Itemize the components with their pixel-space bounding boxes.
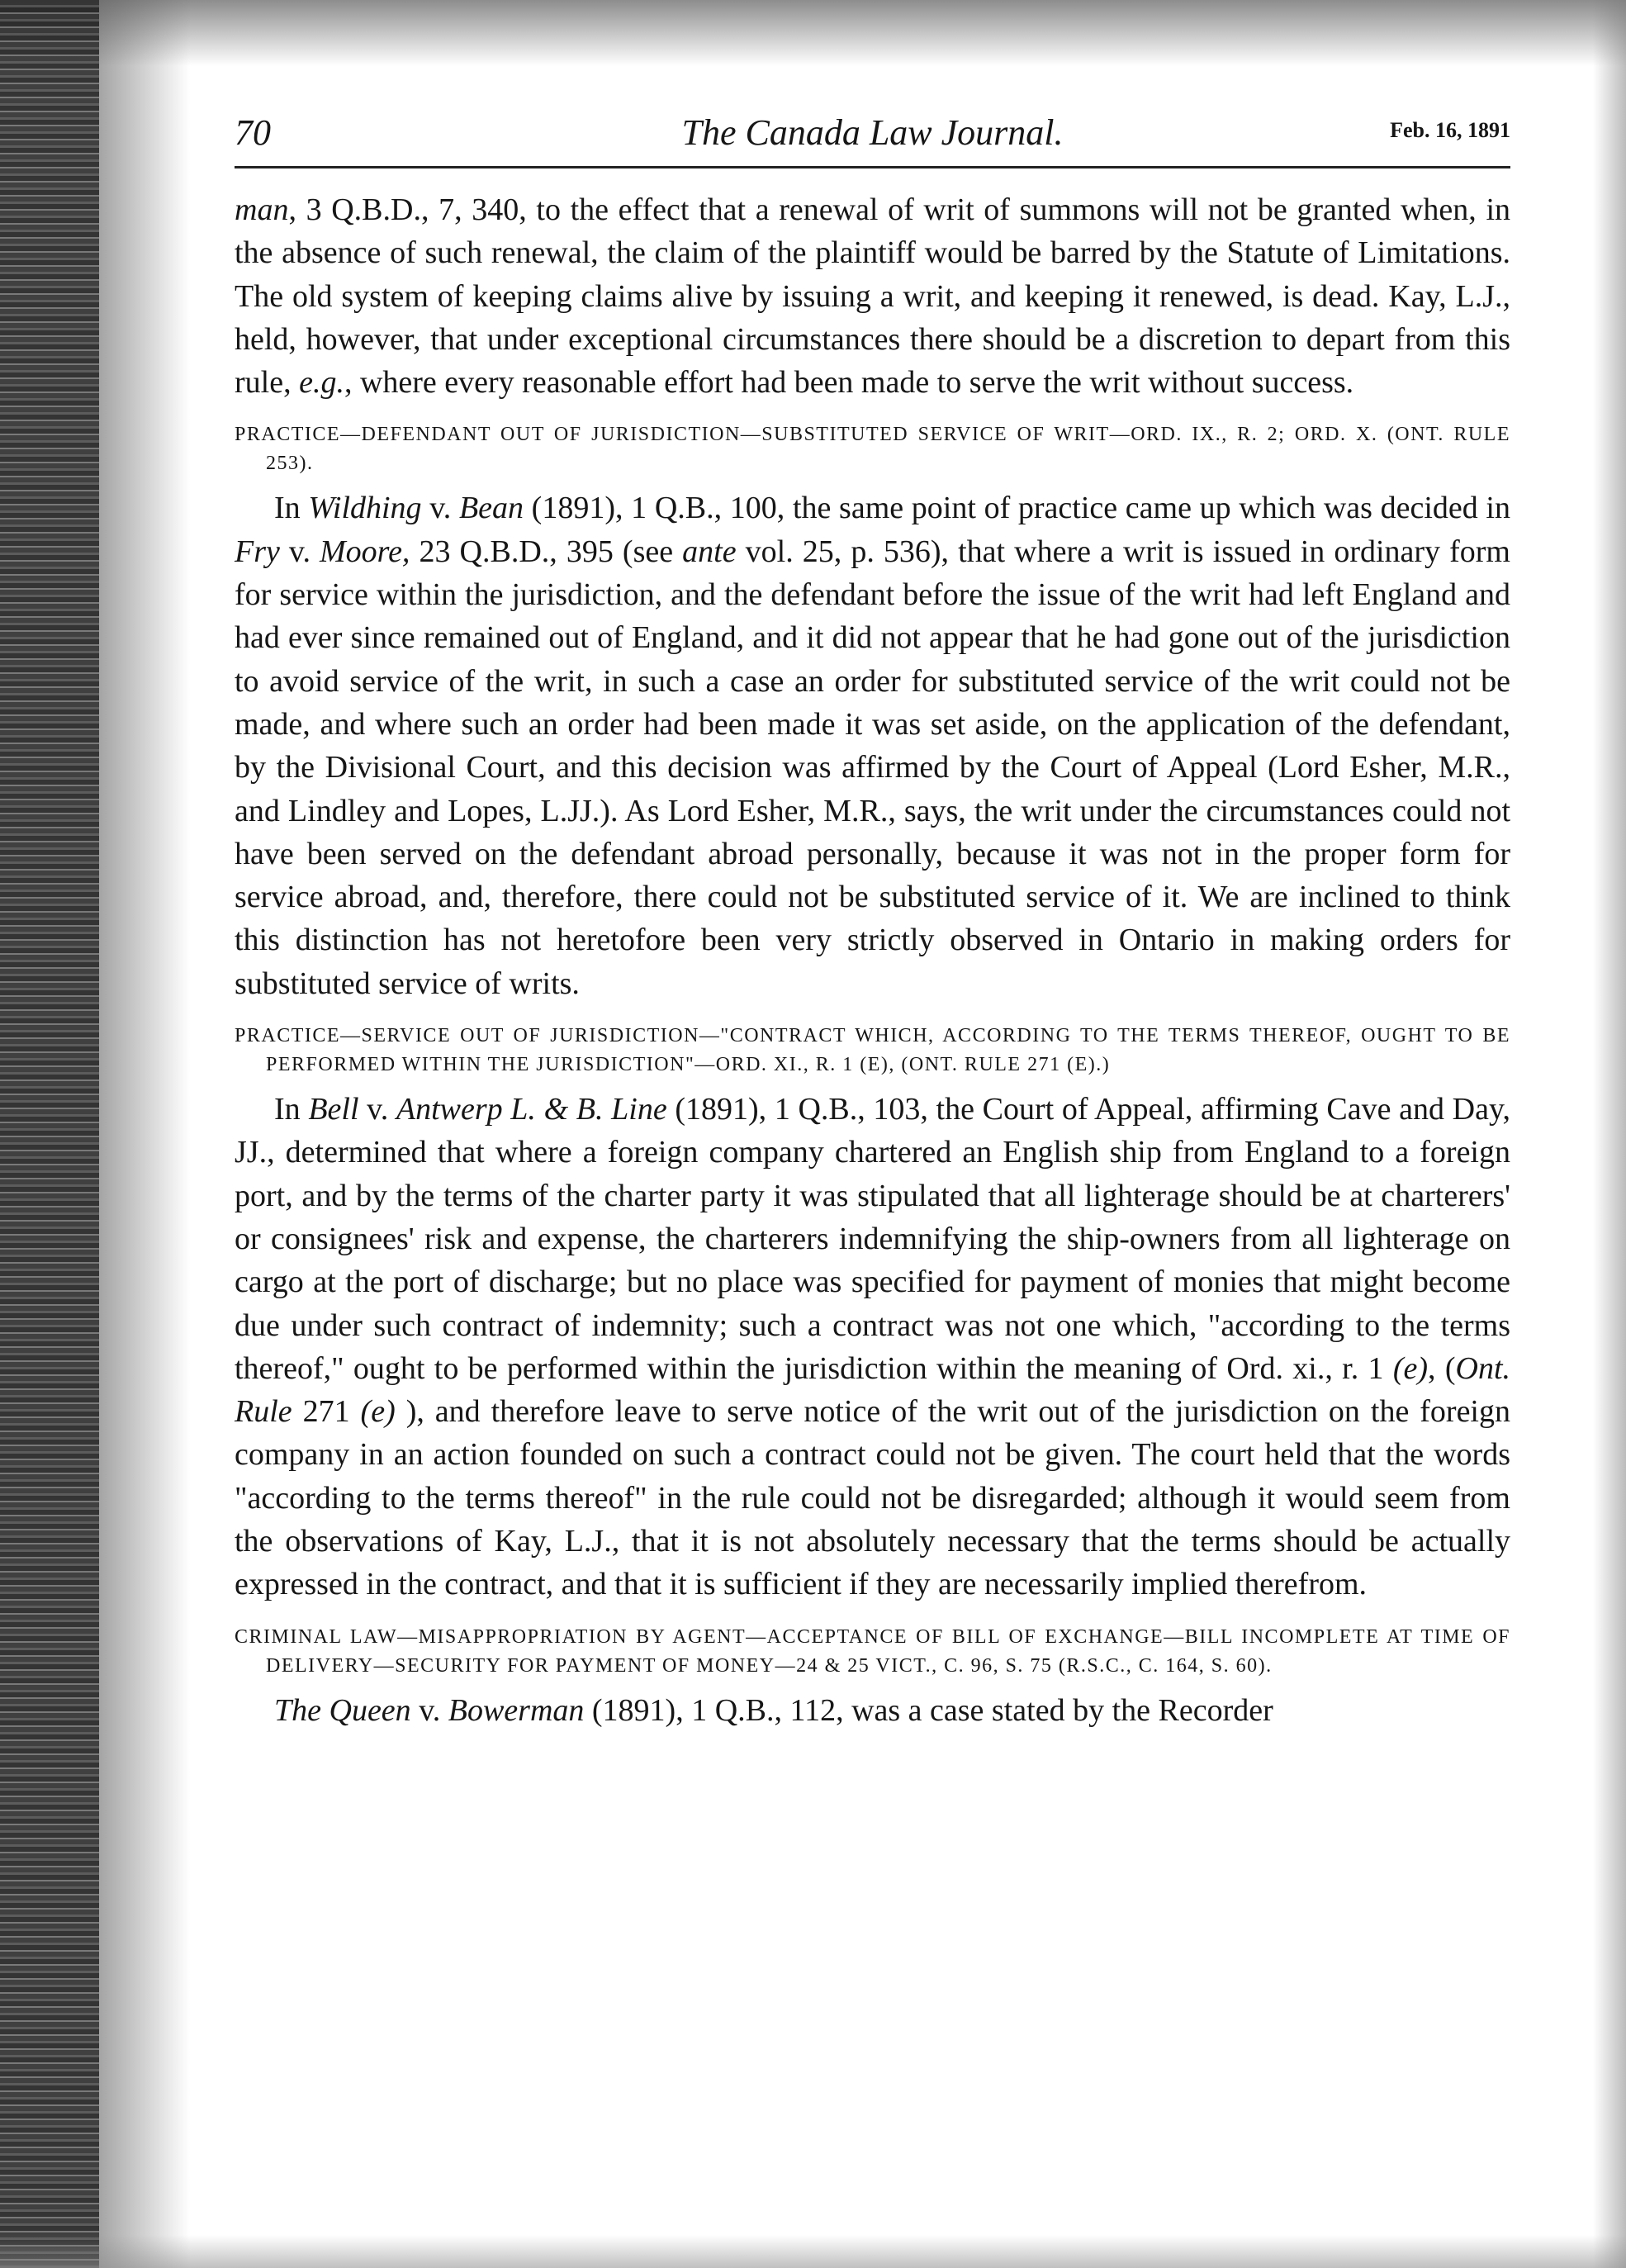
text-run: In bbox=[274, 1092, 309, 1127]
section-heading: CRIMINAL LAW—MISAPPROPRIATION BY AGENT—ACCEPTANCE OF BILL OF EXCHANGE—BILL INCOMPLETE AT TIME OF DELIVERY—SECURITY FOR PAYMENT OF MONEY—24 & 25 VICT., C. 96, S. 75 (R.S.C., C. 164, S. 60). bbox=[235, 1625, 1510, 1677]
text-run: In bbox=[274, 491, 309, 526]
italic-run: (e) bbox=[1392, 1350, 1429, 1386]
running-head bbox=[235, 112, 1510, 168]
text-run: (1891), 1 Q.B., 112, was a case stated by the Recorder bbox=[584, 1692, 1273, 1728]
body-paragraph bbox=[235, 1689, 1510, 1732]
italic-run: Bell bbox=[308, 1092, 359, 1127]
text-run: v. bbox=[421, 491, 459, 526]
scan-shadow-right bbox=[1593, 0, 1626, 2268]
body-paragraph bbox=[235, 486, 1510, 1005]
text-run: vol. 25, p. 536), that where a writ is issued in ordinary form for service within the jurisdiction, and the defendant before the issue of the writ had left England and had ever since remained out of England, and it did not appear that he had gone out of the jurisdiction to avoid service of the writ, in such a case an order for substituted service of the writ could not be made, and where such an order had been made it was set aside, on the application of the defendant, by the Divisional Court, and this decision was affirmed by the Court of Appeal (Lord Esher, M.R., and Lindley and Lopes, L.JJ.). As Lord Esher, M.R., says, the writ under the circumstances could not have been served on the defendant abroad personally, because it was not in the proper form for service abroad, and, therefore, there could not be substituted service of it. We are inclined to think this distinction has not heretofore been very strictly observed in Ontario in making orders for substituted service of writs. bbox=[235, 534, 1510, 1001]
journal-page bbox=[235, 112, 1510, 1732]
text-run: v. bbox=[358, 1092, 396, 1127]
italic-run: ante bbox=[682, 534, 737, 569]
scan-binding-edge bbox=[0, 0, 99, 2268]
italic-run: (e) bbox=[360, 1394, 396, 1430]
page-number: 70 bbox=[235, 112, 271, 153]
text-run: , ( bbox=[1428, 1350, 1456, 1386]
italic-run: Bowerman bbox=[448, 1692, 585, 1728]
text-run: 23 Q.B.D., 395 (see bbox=[410, 534, 683, 569]
italic-run: man bbox=[235, 192, 289, 227]
italic-run: Fry bbox=[235, 534, 280, 569]
italic-run: e.g. bbox=[299, 365, 344, 401]
italic-run: Moore, bbox=[320, 534, 410, 569]
text-run: (1891), 1 Q.B., 103, the Court of Appeal, affirming Cave and Day, JJ., determined that where a foreign company chartered an English ship from England to a foreign port, and by the terms of the charter party it was stipulated that all lighterage should be at charterers' or consignees' risk and expense, the charterers indemnifying the ship-owners from all lighterage on cargo at the port of discharge; but no place was specified for payment of monies that might become due under such contract of indemnity; such a contract was not one which, "according to the terms thereof," ought to be performed within the jurisdiction within the meaning of Ord. xi., r. 1 bbox=[235, 1092, 1510, 1386]
text-run: (1891), 1 Q.B., 100, the same point of practice came up which was decided in bbox=[524, 491, 1510, 526]
italic-run: The Queen bbox=[274, 1692, 411, 1728]
scan-shadow-bottom bbox=[0, 2235, 1626, 2268]
text-run: v. bbox=[410, 1692, 448, 1728]
scan-shadow-top bbox=[0, 0, 1626, 66]
text-run: 271 bbox=[292, 1394, 361, 1430]
text-run: , 3 Q.B.D., 7, 340, to the effect that a renewal of writ of summons will not be granted when, in the absence of such renewal, the claim of the plaintiff would be barred by the Statute of Limitations. The old system of keeping claims alive by issuing a writ, and keeping it renewed, is dead. Kay, L.J., held, however, that under exceptional circumstances there should be a discretion to depart from this rule, bbox=[235, 192, 1510, 401]
journal-title: The Canada Law Journal. bbox=[681, 112, 1064, 153]
text-run: , where every reasonable effort had been made to serve the writ without success. bbox=[344, 365, 1354, 401]
article-body bbox=[235, 188, 1510, 1732]
section-heading: PRACTICE—SERVICE OUT OF JURISDICTION—"CONTRACT WHICH, ACCORDING TO THE TERMS THEREOF, OUGHT TO BE PERFORMED WITHIN THE JURISDICTION"—ORD. XI., R. 1 (E), (ONT. RULE 271 (E).) bbox=[235, 1025, 1510, 1076]
text-run: v. bbox=[279, 534, 320, 569]
issue-date: Feb. 16, 1891 bbox=[1390, 118, 1510, 142]
italic-run: Ont. Rule bbox=[235, 1350, 1511, 1430]
italic-run: Wildhing bbox=[308, 491, 422, 526]
body-paragraph bbox=[235, 1088, 1510, 1606]
scan-binding-shadow bbox=[99, 0, 190, 2268]
body-paragraph bbox=[235, 188, 1510, 404]
text-run: ), and therefore leave to serve notice of the writ out of the jurisdiction on the foreign company in an action founded on such a contract could not be given. The court held that the words "according to the terms thereof" in the rule could not be disregarded; although it would seem from the observations of Kay, L.J., that it is not absolutely necessary that the terms should be actually expressed in the contract, and that it is sufficient if they are necessarily implied therefrom. bbox=[235, 1394, 1510, 1602]
italic-run: Antwerp L. & B. Line bbox=[396, 1092, 667, 1127]
section-heading: PRACTICE—DEFENDANT OUT OF JURISDICTION—SUBSTITUTED SERVICE OF WRIT—ORD. IX., R. 2; ORD. X. (ONT. RULE 253). bbox=[235, 424, 1510, 475]
italic-run: Bean bbox=[458, 491, 524, 526]
